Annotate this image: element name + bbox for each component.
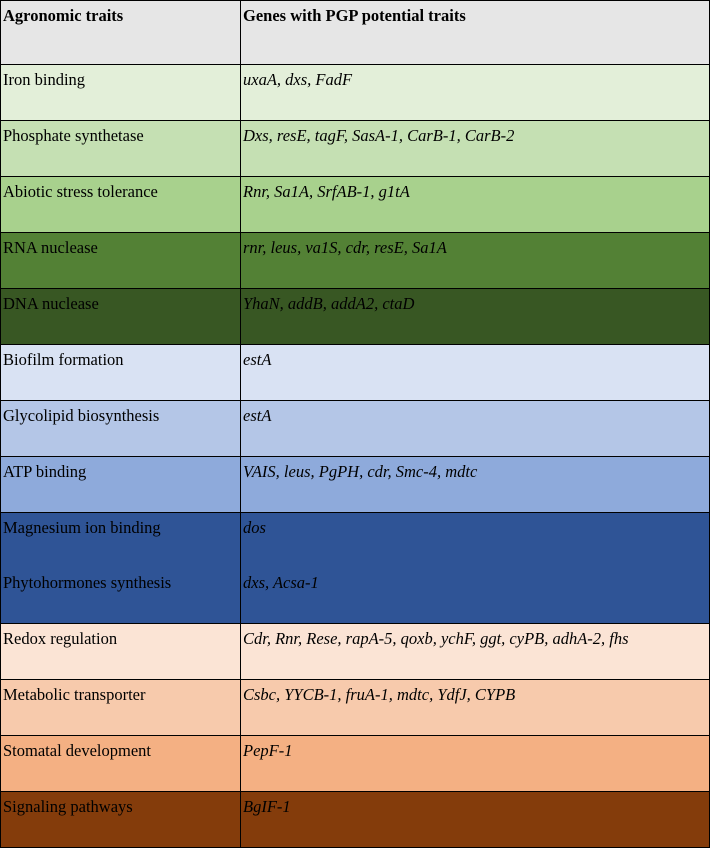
genes-cell: Rnr, Sa1A, SrfAB-1, g1tA (241, 177, 710, 233)
trait-cell: DNA nuclease (1, 289, 241, 345)
table-row (1, 345, 710, 401)
genes-cell: rnr, leus, va1S, cdr, resE, Sa1A (241, 233, 710, 289)
genes-cell: Csbc, YYCB-1, fruA-1, mdtc, YdfJ, CYPB (241, 680, 710, 736)
genes-cell: VAIS, leus, PgPH, cdr, Smc-4, mdtc (241, 457, 710, 513)
trait-cell: Biofilm formation (1, 345, 241, 401)
trait-cell: Magnesium ion binding (1, 513, 241, 569)
trait-cell: Phytohormones synthesis (1, 568, 241, 624)
genes-cell: estA (241, 345, 710, 401)
trait-cell: Iron binding (1, 65, 241, 121)
genes-cell: Dxs, resE, tagF, SasA-1, CarB-1, CarB-2 (241, 121, 710, 177)
table-row (1, 289, 710, 345)
header-row (1, 1, 710, 65)
genes-cell: dos (241, 513, 710, 569)
table-row (1, 65, 710, 121)
trait-cell: Abiotic stress tolerance (1, 177, 241, 233)
genes-cell: Cdr, Rnr, Rese, rapA-5, qoxb, ychF, ggt, cyPB, adhA-2, fhs (241, 624, 710, 680)
table-row (1, 568, 710, 624)
table-row (1, 736, 710, 792)
header-agronomic-traits: Agronomic traits (1, 1, 241, 65)
trait-cell: Glycolipid biosynthesis (1, 401, 241, 457)
table-row (1, 513, 710, 569)
genes-cell: YhaN, addB, addA2, ctaD (241, 289, 710, 345)
table-row (1, 177, 710, 233)
table-row (1, 624, 710, 680)
table-row (1, 233, 710, 289)
trait-cell: Signaling pathways (1, 792, 241, 848)
trait-cell: Metabolic transporter (1, 680, 241, 736)
trait-cell: ATP binding (1, 457, 241, 513)
table-row (1, 792, 710, 848)
trait-cell: Stomatal development (1, 736, 241, 792)
genes-cell: PepF-1 (241, 736, 710, 792)
genes-cell: BgIF-1 (241, 792, 710, 848)
genes-cell: dxs, Acsa-1 (241, 568, 710, 624)
trait-cell: Phosphate synthetase (1, 121, 241, 177)
table-row (1, 680, 710, 736)
table-row (1, 121, 710, 177)
genes-cell: estA (241, 401, 710, 457)
trait-cell: Redox regulation (1, 624, 241, 680)
table-row (1, 401, 710, 457)
trait-cell: RNA nuclease (1, 233, 241, 289)
table-row (1, 457, 710, 513)
header-genes: Genes with PGP potential traits (241, 1, 710, 65)
genes-cell: uxaA, dxs, FadF (241, 65, 710, 121)
